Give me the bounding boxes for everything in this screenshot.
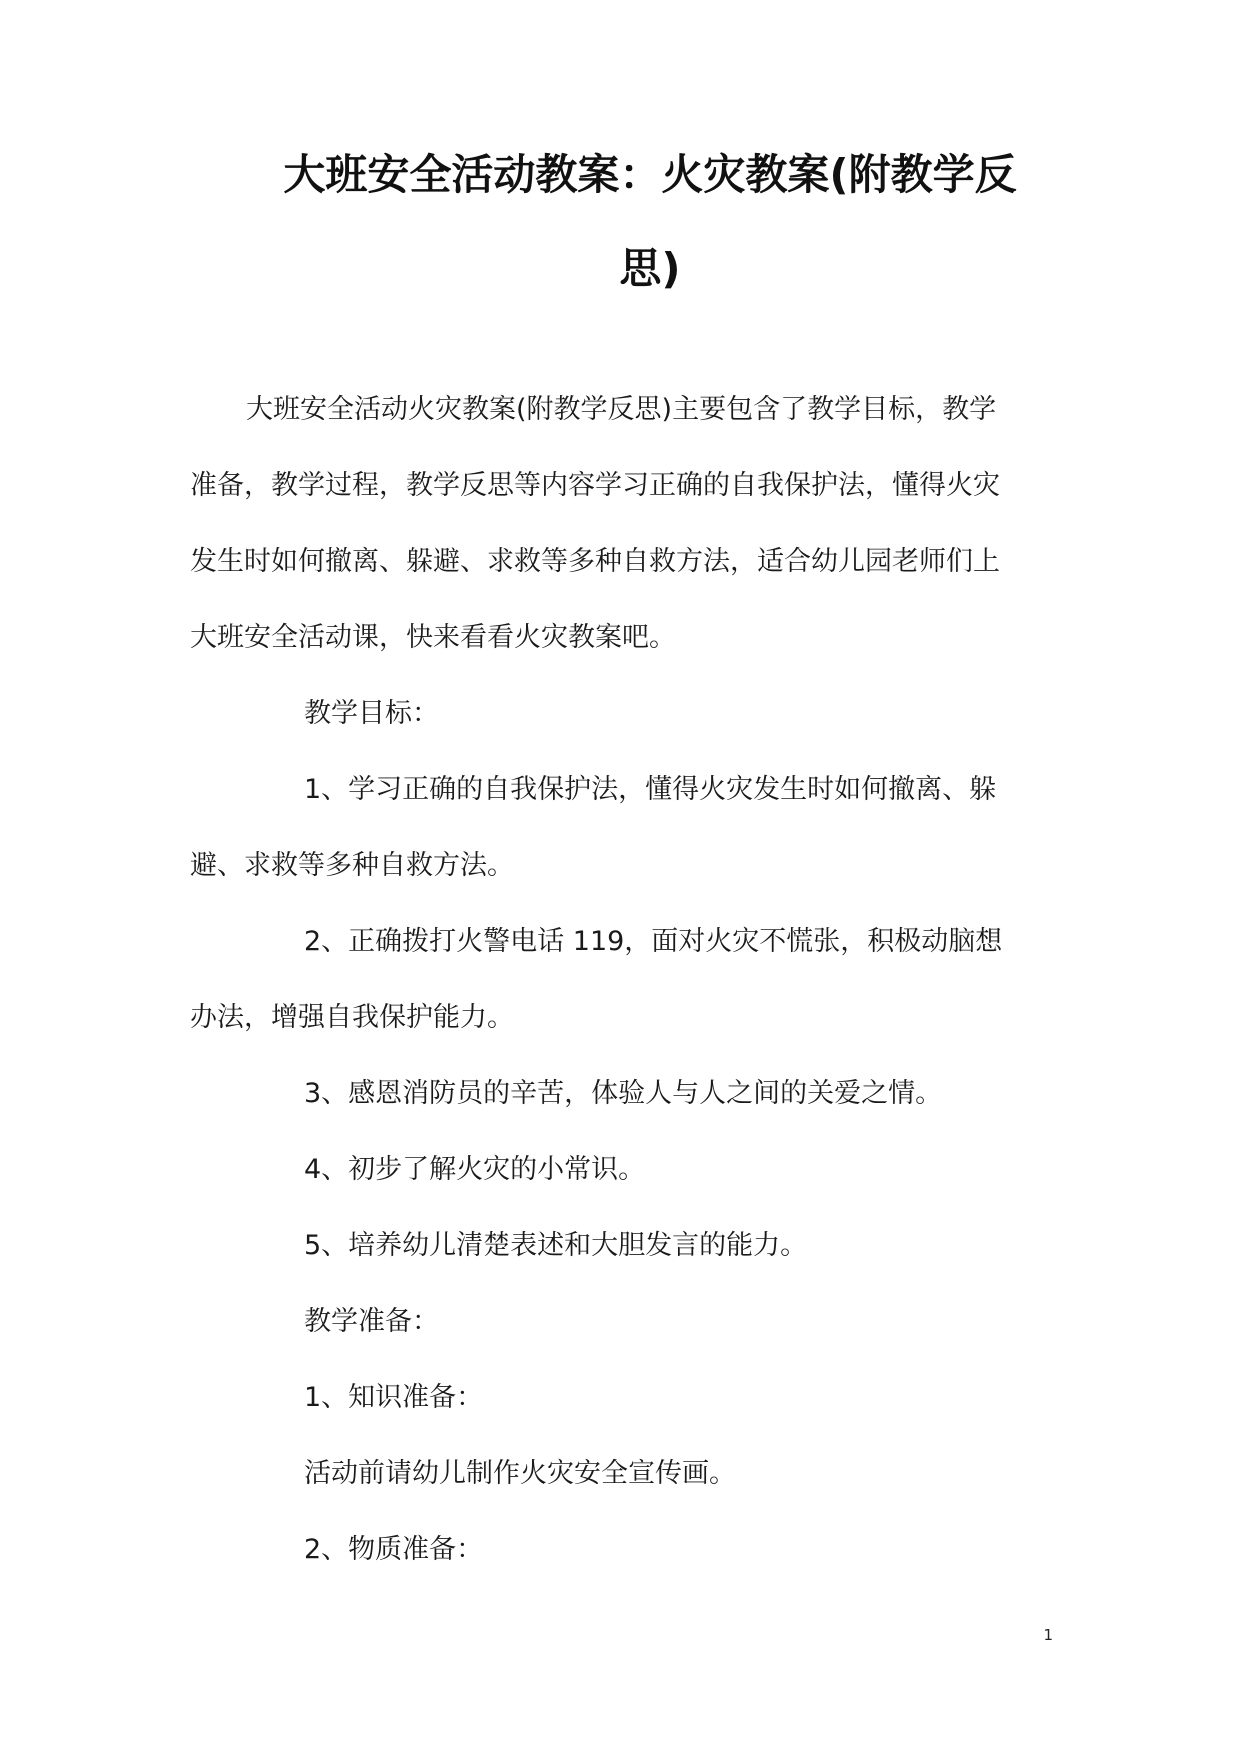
goal-item-line: 5、培养幼儿清楚表述和大胆发言的能力。 (304, 1230, 808, 1261)
goal-item-line: 避、求救等多种自救方法。 (190, 850, 514, 881)
goal-item-line: 1、学习正确的自我保护法，懂得火灾发生时如何撤离、躲 (304, 774, 997, 805)
document-title-line-1: 大班安全活动教案：火灾教案(附教学反 (283, 150, 1017, 199)
section-heading-teaching-prep: 教学准备： (304, 1306, 439, 1337)
intro-line: 准备，教学过程，教学反思等内容学习正确的自我保护法，懂得火灾 (190, 470, 1000, 501)
intro-line: 大班安全活动课，快来看看火灾教案吧。 (190, 622, 676, 653)
goal-item-line: 2、正确拨打火警电话 119，面对火灾不慌张，积极动脑想 (304, 926, 1003, 957)
goal-item-line: 办法，增强自我保护能力。 (190, 1002, 514, 1033)
goal-item-line: 4、初步了解火灾的小常识。 (304, 1154, 646, 1185)
prep-item-line: 2、物质准备： (304, 1534, 484, 1565)
prep-item-line: 活动前请幼儿制作火灾安全宣传画。 (304, 1458, 736, 1489)
intro-line: 大班安全活动火灾教案(附教学反思)主要包含了教学目标，教学 (246, 394, 997, 425)
page-number: 1 (1043, 1626, 1053, 1644)
goal-item-line: 3、感恩消防员的辛苦，体验人与人之间的关爱之情。 (304, 1078, 943, 1109)
intro-line: 发生时如何撤离、躲避、求救等多种自救方法，适合幼儿园老师们上 (190, 546, 1000, 577)
document-title-line-2: 思) (619, 244, 681, 293)
section-heading-teaching-goals: 教学目标： (304, 698, 439, 729)
prep-item-line: 1、知识准备： (304, 1382, 484, 1413)
document-body (190, 372, 1052, 1588)
